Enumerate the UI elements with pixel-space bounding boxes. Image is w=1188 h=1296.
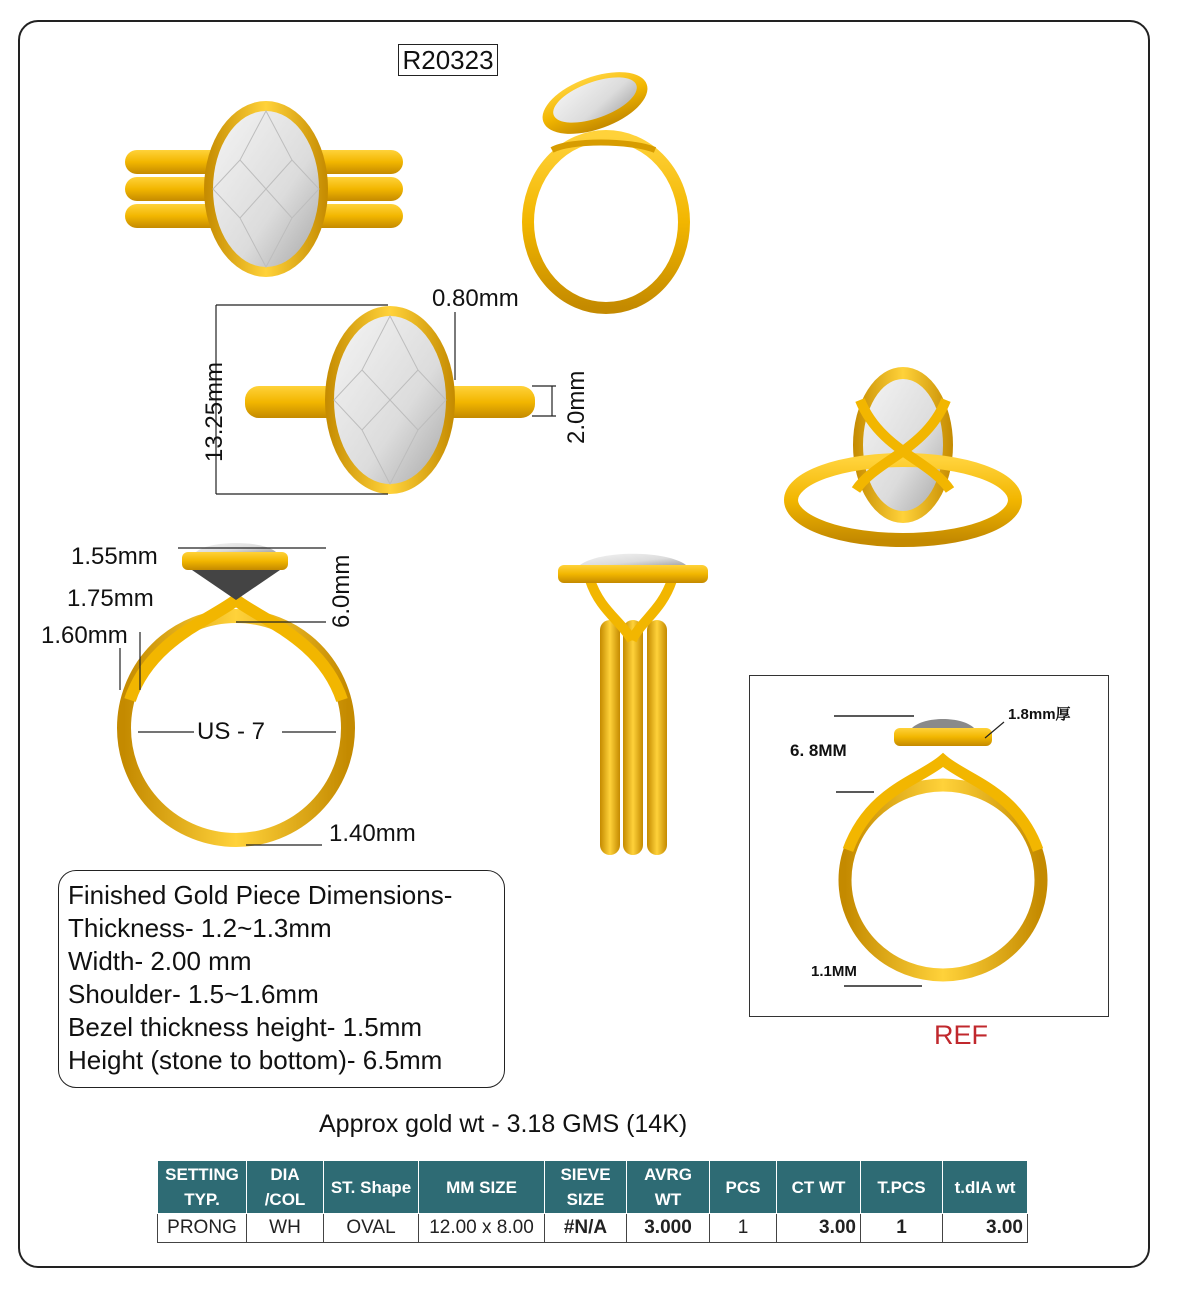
finished-dimensions-box [58,870,505,1088]
ring-size-label: US - 7 [197,718,266,745]
dim-shoulder: 1.60mm [41,622,128,649]
dim-bezel-top: 1.55mm [71,543,158,570]
dim-band-bottom: 1.40mm [329,820,416,847]
spec-shoulder: Shoulder- 1.5~1.6mm [68,979,319,1009]
th-mm-size: MM SIZE [419,1161,545,1214]
th-dia-col: DIA /COL [247,1161,324,1214]
th-sieve: SIEVE SIZE [545,1161,627,1214]
side-view-dimensioned [120,543,348,845]
stone-spec-table [157,1160,1028,1243]
cell-tdia-wt: 3.00 [943,1214,1028,1243]
spec-width: Width- 2.00 mm [68,946,252,976]
spec-height: Height (stone to bottom)- 6.5mm [68,1045,443,1075]
spec-title: Finished Gold Piece Dimensions- [68,880,453,910]
spec-thickness: Thickness- 1.2~1.3mm [68,913,332,943]
cell-avrg-wt: 3.000 [627,1214,710,1243]
ref-height: 6. 8MM [790,741,847,760]
side-profile-stacked [558,554,708,855]
cell-shape: OVAL [324,1214,419,1243]
th-setting: SETTING TYP. [158,1161,247,1214]
spec-bezel: Bezel thickness height- 1.5mm [68,1012,423,1042]
th-tpcs: T.PCS [861,1161,943,1214]
cell-mm-size: 12.00 x 8.00 [419,1214,545,1243]
ref-label: REF [934,1020,988,1050]
table-header-row [158,1161,1028,1214]
gold-weight: Approx gold wt - 3.18 GMS (14K) [319,1110,688,1138]
dim-height: 6.0mm [328,554,355,628]
cell-dia-col: WH [247,1214,324,1243]
cell-setting: PRONG [158,1214,247,1243]
top-view-stacked [125,101,403,277]
th-pcs: PCS [710,1161,777,1214]
dim-bezel-mid: 1.75mm [67,585,154,612]
th-avrg-wt: AVRG WT [627,1161,710,1214]
th-tdia-wt: t.dIA wt [943,1161,1028,1214]
back-view [791,367,1015,540]
table-row [158,1214,1028,1243]
ref-thickness-note: 1.8mm厚 [1008,706,1071,723]
cell-pcs: 1 [710,1214,777,1243]
reference-box [749,675,1109,1017]
dim-bezel-wall: 0.80mm [432,285,519,312]
ref-bottom: 1.1MM [811,963,857,980]
th-ct-wt: CT WT [777,1161,861,1214]
design-code: R20323 [398,44,498,76]
perspective-view [528,60,684,308]
dim-band-width: 2.0mm [563,370,590,444]
top-view-dimensioned [216,305,556,494]
cell-tpcs: 1 [861,1214,943,1243]
dim-stone-length: 13.25mm [201,361,228,462]
cell-ct-wt: 3.00 [777,1214,861,1243]
cell-sieve: #N/A [545,1214,627,1243]
th-shape: ST. Shape [324,1161,419,1214]
